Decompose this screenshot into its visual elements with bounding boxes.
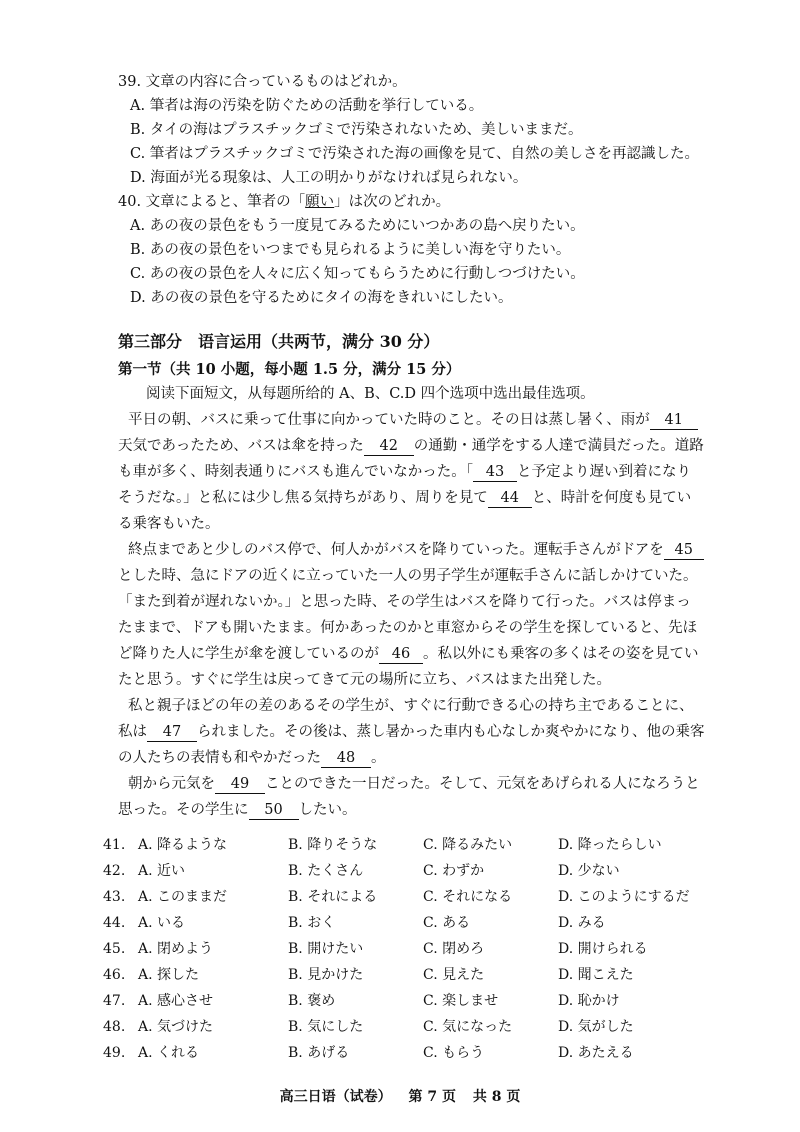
choice-a: A. 気づけた <box>138 1019 214 1035</box>
passage-line: 平日の朝、バスに乗って仕事に向かっていた時のこと。その日は蒸し暑く、雨が 41 <box>128 410 698 430</box>
q40-option-b: B. あの夜の景色をいつまでも見られるように美しい海を守りたい。 <box>130 242 571 258</box>
blank-48: 48 <box>321 750 371 768</box>
blank-43: 43 <box>473 464 517 482</box>
question-number: 42. <box>103 863 126 879</box>
choice-b: B. 褒め <box>288 993 336 1009</box>
blank-47: 47 <box>147 724 197 742</box>
passage-line: も車が多く、時刻表通りにバスも進んでいなかった。「 43 と予定より遅い到着になり <box>118 464 691 480</box>
blank-46: 46 <box>379 646 423 664</box>
choice-c: C. 見えた <box>423 967 485 983</box>
choice-a: A. 近い <box>138 863 186 879</box>
q39-option-c: C. 筆者はプラスチックゴミで汚染された海の画像を見て、自然の美しさを再認識した。 <box>130 146 700 162</box>
choice-c: C. それになる <box>423 889 513 905</box>
q39-option-b: B. タイの海はプラスチックゴミで汚染されないため、美しいままだ。 <box>130 122 583 138</box>
choice-d: D. 恥かけ <box>558 993 620 1009</box>
choice-row-44 <box>103 912 703 934</box>
passage-line: 思った。その学生に 50 したい。 <box>118 802 357 818</box>
question-number: 46. <box>103 967 126 983</box>
choice-d: D. このようにするだ <box>558 889 690 905</box>
choice-a: A. 探した <box>138 967 200 983</box>
q40-keyword: 願い <box>305 194 335 210</box>
passage-line: ど降りた人に学生が傘を渡しているのが 46 。私以外にも乗客の多くはその姿を見てい <box>118 646 699 662</box>
passage-line: 私は 47 られました。その後は、蒸し暑かった車内も心なしか爽やかになり、他の乗客 <box>118 724 705 740</box>
question-number: 48. <box>103 1019 126 1035</box>
choice-row-49 <box>103 1042 703 1064</box>
q39-stem: 39. 文章の内容に合っているものはどれか。 <box>118 74 407 90</box>
choice-c: C. わずか <box>423 863 485 879</box>
blank-50: 50 <box>249 802 299 820</box>
choice-b: B. それによる <box>288 889 378 905</box>
question-number: 45. <box>103 941 126 957</box>
choice-a: A. このままだ <box>138 889 228 905</box>
choice-b: B. おく <box>288 915 336 931</box>
passage-line: 私と親子ほどの年の差のあるその学生が、すぐに行動できる心の持ち主であることに、 <box>128 698 694 714</box>
passage-line: たと思う。すぐに学生は戻ってきて元の場所に立ち、バスはまた出発した。 <box>118 672 611 688</box>
passage-line: の人たちの表情も和やかだった 48 。 <box>118 750 386 766</box>
choice-b: B. 気にした <box>288 1019 364 1035</box>
choice-a: A. 降るような <box>138 837 228 853</box>
q40-stem: 40. 文章によると、筆者の「願い」は次のどれか。 <box>118 194 451 210</box>
choice-d: D. 開けられる <box>558 941 648 957</box>
choice-c: C. 閉めろ <box>423 941 485 957</box>
choice-d: D. 少ない <box>558 863 620 879</box>
choice-d: D. 気がした <box>558 1019 634 1035</box>
blank-41: 41 <box>650 412 698 430</box>
q39-option-d: D. 海面が光る現象は、人工の明かりがなければ見られない。 <box>130 170 528 186</box>
passage-line: そうだな。」と私には少し焦る気持ちがあり、周りを見て 44 と、時計を何度も見てい <box>118 490 692 506</box>
choice-c: C. 降るみたい <box>423 837 513 853</box>
choice-b: B. 降りそうな <box>288 837 378 853</box>
question-number: 47. <box>103 993 126 1009</box>
q39-option-a: A. 筆者は海の汚染を防ぐための活動を挙行している。 <box>130 98 484 114</box>
blank-42: 42 <box>364 438 414 456</box>
instruction: 阅读下面短文，从每题所给的 A、B、C.D 四个选项中选出最佳选项。 <box>146 386 595 402</box>
choice-b: B. あげる <box>288 1045 350 1061</box>
passage-line: たままで、ドアも開いたまま。何かあったのかと車窓からその学生を探していると、先ほ <box>118 620 698 636</box>
passage-line: 「また到着が遅れないか。」と思った時、その学生はバスを降りて行った。バスは停まっ <box>118 594 691 610</box>
q40-option-d: D. あの夜の景色を守るためにタイの海をきれいにしたい。 <box>130 290 513 306</box>
choice-b: B. 開けたい <box>288 941 364 957</box>
choice-a: A. いる <box>138 915 186 931</box>
choice-row-43 <box>103 886 703 908</box>
choice-row-48 <box>103 1016 703 1038</box>
passage-line: 天気であったため、バスは傘を持った 42 の通勤・通学をする人達で満員だった。道路 <box>118 438 704 454</box>
question-number: 49. <box>103 1045 126 1061</box>
choice-row-45 <box>103 938 703 960</box>
page-footer <box>0 1086 800 1106</box>
passage-line: とした時、急にドアの近くに立っていた一人の男子学生が運転手さんに話しかけていた。 <box>118 568 698 584</box>
passage-line: 終点まであと少しのバス停で、何人かがバスを降りていった。運転手さんがドアを 45 <box>128 540 704 560</box>
blank-44: 44 <box>488 490 532 508</box>
choice-d: D. 聞こえた <box>558 967 634 983</box>
choice-d: D. みる <box>558 915 606 931</box>
subsection-title: 第一节（共 10 小题，每小题 1.5 分，满分 15 分） <box>118 361 461 378</box>
footer-subject: 高三日语（试卷） <box>279 1089 392 1105</box>
part-title: 第三部分 语言运用（共两节，满分 30 分） <box>118 332 440 351</box>
choice-b: B. 見かけた <box>288 967 364 983</box>
question-number: 43. <box>103 889 126 905</box>
q40-option-a: A. あの夜の景色をもう一度見てみるためにいつかあの島へ戻りたい。 <box>130 218 585 234</box>
choice-row-42 <box>103 860 703 882</box>
choice-row-47 <box>103 990 703 1012</box>
question-number: 41. <box>103 837 126 853</box>
choice-row-46 <box>103 964 703 986</box>
choice-c: C. 楽しませ <box>423 993 499 1009</box>
choice-a: A. 閉めよう <box>138 941 214 957</box>
footer-page-number: 第 7 页 <box>408 1089 456 1105</box>
choice-a: A. 感心させ <box>138 993 214 1009</box>
passage-line: 朝から元気を 49 ことのできた一日だった。そして、元気をあげられる人になろうと <box>128 776 700 792</box>
choice-c: C. ある <box>423 915 471 931</box>
blank-45: 45 <box>664 542 704 560</box>
choice-d: D. 降ったらしい <box>558 837 662 853</box>
blank-49: 49 <box>215 776 265 794</box>
question-number: 44. <box>103 915 126 931</box>
choice-row-41 <box>103 834 703 856</box>
choice-c: C. もらう <box>423 1045 485 1061</box>
q40-option-c: C. あの夜の景色を人々に広く知ってもらうために行動しつづけたい。 <box>130 266 585 282</box>
choice-b: B. たくさん <box>288 863 364 879</box>
passage-line: る乗客もいた。 <box>118 516 220 532</box>
choice-c: C. 気になった <box>423 1019 513 1035</box>
choice-a: A. くれる <box>138 1045 200 1061</box>
footer-total-pages: 共 8 页 <box>472 1089 521 1105</box>
choice-d: D. あたえる <box>558 1045 634 1061</box>
